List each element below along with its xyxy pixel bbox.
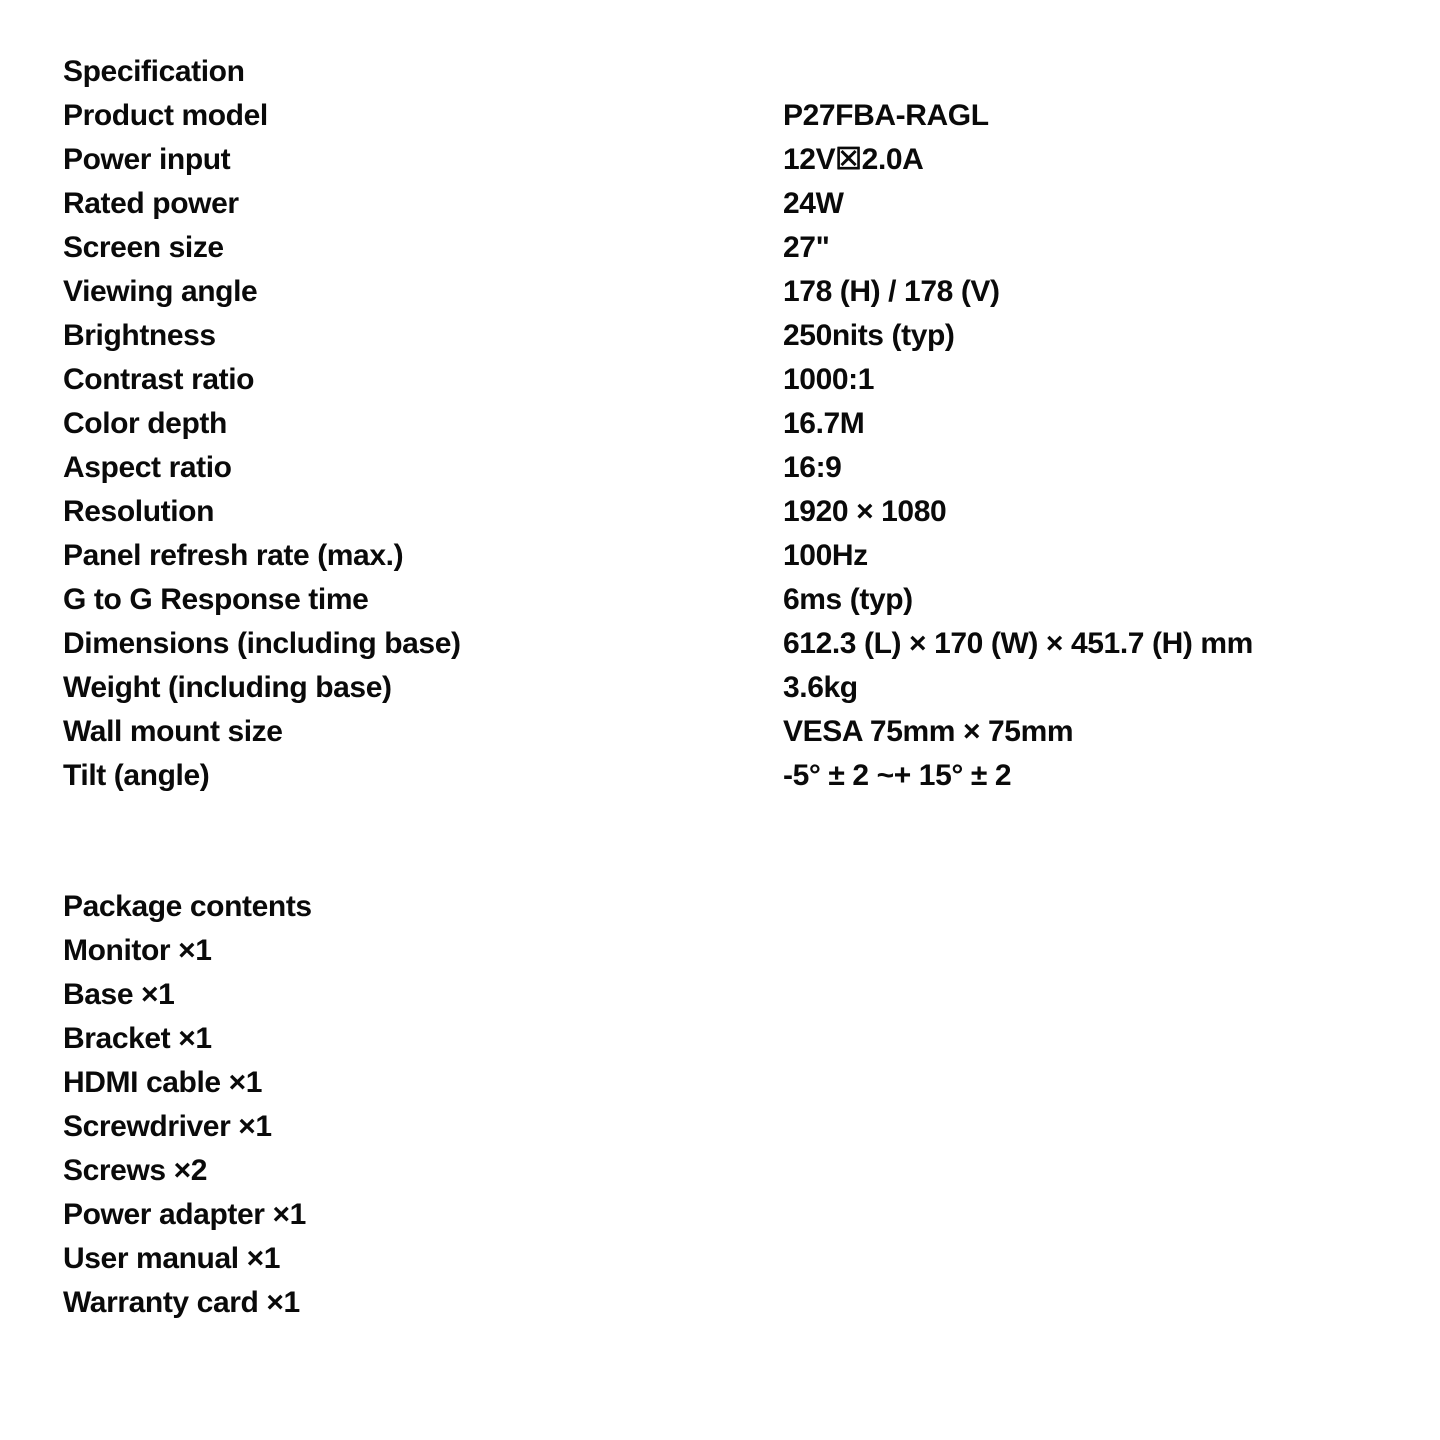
spec-row [63,182,1400,226]
package-contents-section [63,885,1400,1325]
package-item: Power adapter ×1 [63,1198,306,1231]
spec-value: 1920 × 1080 [783,495,947,528]
spec-label: Product model [63,99,268,132]
spec-label: Aspect ratio [63,451,232,484]
spec-value: VESA 75mm × 75mm [783,715,1074,748]
spec-row [63,358,1400,402]
package-item: Screws ×2 [63,1154,208,1187]
spec-label: Brightness [63,319,216,352]
spec-row [63,534,1400,578]
spec-row [63,666,1400,710]
spec-label: Weight (including base) [63,671,392,704]
spec-row [63,314,1400,358]
spec-value: 3.6kg [783,671,858,704]
spec-row [63,710,1400,754]
spec-label: Power input [63,143,231,176]
spec-label: Resolution [63,495,214,528]
spec-label: Panel refresh rate (max.) [63,539,404,572]
spec-row [63,578,1400,622]
package-contents-list [63,929,1400,1325]
spec-value: 12V☒2.0A [783,143,924,176]
package-item: Screwdriver ×1 [63,1110,272,1143]
spec-value: 27" [783,231,830,264]
spec-value: 16:9 [783,451,842,484]
spec-row [63,402,1400,446]
package-item: HDMI cable ×1 [63,1066,263,1099]
spec-value: 178 (H) / 178 (V) [783,275,1000,308]
spec-row [63,754,1400,798]
spec-value: 6ms (typ) [783,583,913,616]
package-item: Base ×1 [63,978,175,1011]
package-item: User manual ×1 [63,1242,281,1275]
spec-label: Tilt (angle) [63,759,210,792]
spec-label: Screen size [63,231,224,264]
specification-section [63,50,1400,798]
spec-value: 250nits (typ) [783,319,955,352]
spec-label: Viewing angle [63,275,258,308]
spec-value: P27FBA-RAGL [783,99,989,132]
spec-label: Color depth [63,407,227,440]
package-item: Monitor ×1 [63,934,212,967]
spec-value: -5° ± 2 ~+ 15° ± 2 [783,759,1012,792]
spec-value: 24W [783,187,844,220]
spec-value: 1000:1 [783,363,875,396]
spec-label: G to G Response time [63,583,369,616]
spec-row [63,226,1400,270]
spec-label: Wall mount size [63,715,283,748]
package-item: Bracket ×1 [63,1022,212,1055]
specification-title: Specification [63,55,245,88]
spec-label: Rated power [63,187,239,220]
spec-row [63,490,1400,534]
spec-row [63,94,1400,138]
spec-row [63,622,1400,666]
package-contents-title: Package contents [63,890,312,923]
spec-value: 16.7M [783,407,865,440]
spec-label: Dimensions (including base) [63,627,461,660]
package-item: Warranty card ×1 [63,1286,300,1319]
spec-row [63,446,1400,490]
spec-row [63,138,1400,182]
spec-label: Contrast ratio [63,363,255,396]
specification-table [63,94,1400,798]
spec-value: 612.3 (L) × 170 (W) × 451.7 (H) mm [783,627,1253,660]
spec-value: 100Hz [783,539,868,572]
spec-row [63,270,1400,314]
